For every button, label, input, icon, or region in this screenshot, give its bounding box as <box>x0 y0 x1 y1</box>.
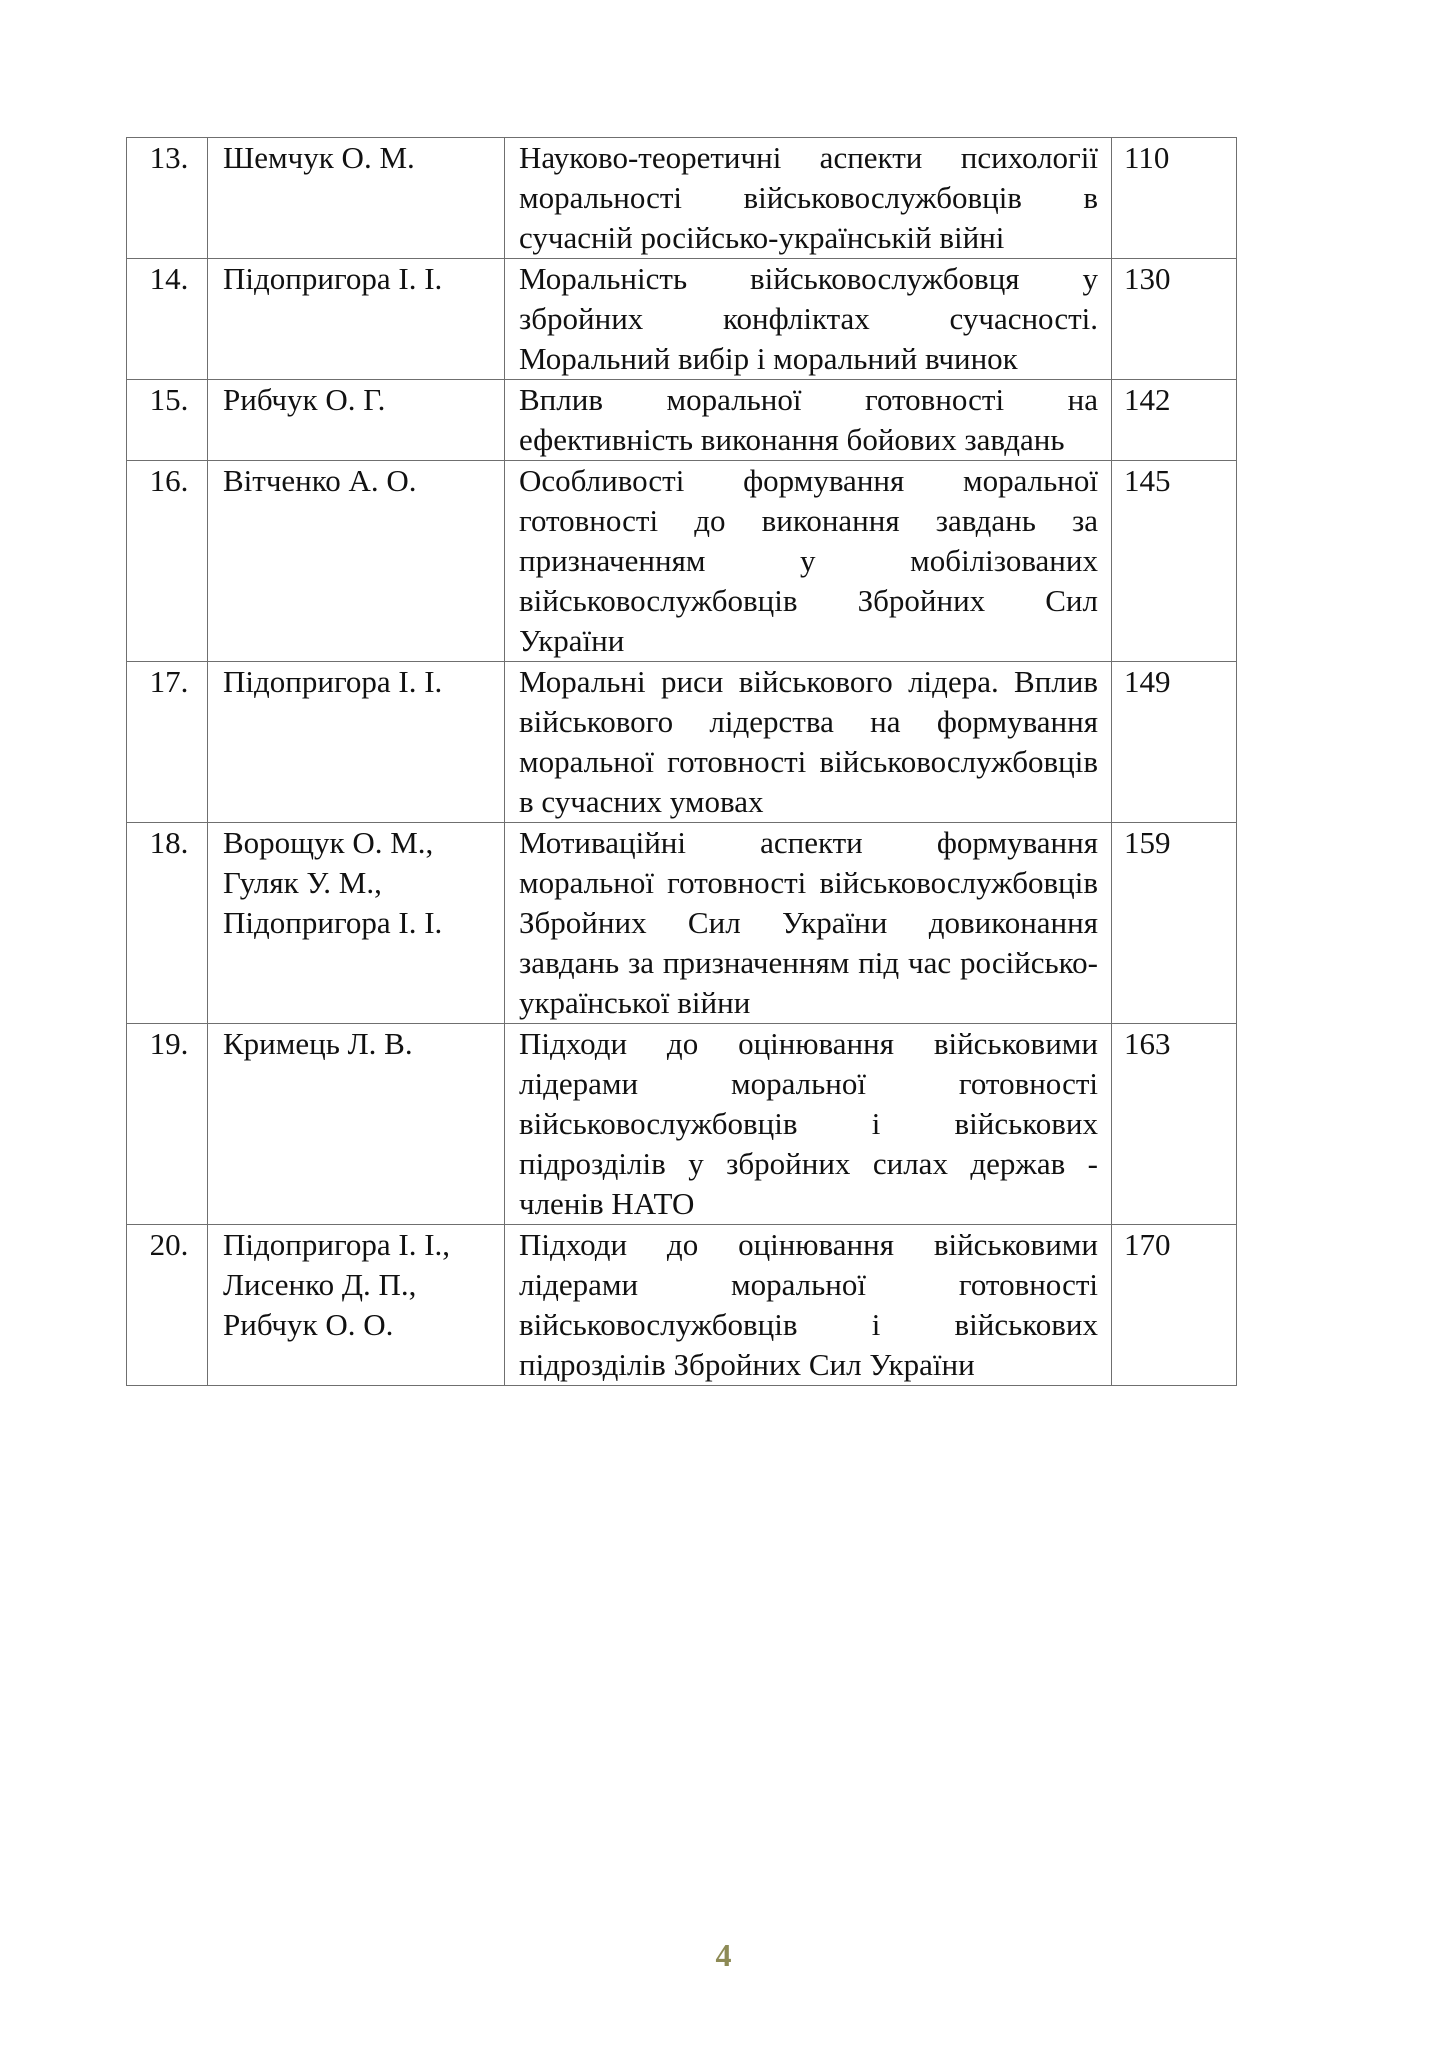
authors-cell <box>208 1024 505 1225</box>
row-number: 15. <box>149 382 189 417</box>
title-cell <box>505 461 1112 662</box>
contents-table-body <box>127 138 1237 1386</box>
row-page: 130 <box>1124 261 1171 296</box>
authors-cell <box>208 259 505 380</box>
row-title: Моральні риси військового лідера. Вплив військового лідерства на формування моральної готовності військовослужбовців в сучасних умовах <box>519 664 1098 819</box>
row-title: Підходи до оцінювання військовими лідерами моральної готовності військовослужбовців і військових підрозділів Збройних Сил України <box>519 1227 1098 1382</box>
authors-cell <box>208 823 505 1024</box>
title-cell <box>505 662 1112 823</box>
row-page: 145 <box>1124 463 1171 498</box>
title-cell <box>505 259 1112 380</box>
row-title: Мотиваційні аспекти формування моральної готовності військовослужбовців Збройних Сил України довиконання завдань за призначенням під час російсько-української війни <box>519 825 1098 1020</box>
row-authors: Рибчук О. Г. <box>223 382 386 417</box>
row-title: Вплив моральної готовності на ефективність виконання бойових завдань <box>519 382 1098 457</box>
authors-cell <box>208 380 505 461</box>
table-row <box>127 1225 1237 1386</box>
table-row <box>127 1024 1237 1225</box>
row-authors: Ворощук О. М., Гуляк У. М., Підопригора І. І. <box>223 825 443 940</box>
row-number-cell <box>127 823 208 1024</box>
row-number-cell <box>127 380 208 461</box>
row-title: Особливості формування моральної готовності до виконання завдань за призначенням у мобілізованих військовослужбовців Збройних Сил України <box>519 463 1098 658</box>
page-cell <box>1112 1225 1237 1386</box>
page-cell <box>1112 823 1237 1024</box>
page-number: 4 <box>715 1937 732 1973</box>
table-row <box>127 662 1237 823</box>
row-number-cell <box>127 1024 208 1225</box>
table-row <box>127 823 1237 1024</box>
row-title: Підходи до оцінювання військовими лідерами моральної готовності військовослужбовців і військових підрозділів у збройних силах держав - членів НАТО <box>519 1026 1098 1221</box>
row-authors: Вітченко А. О. <box>223 463 417 498</box>
row-number: 17. <box>149 664 189 699</box>
title-cell <box>505 1024 1112 1225</box>
authors-cell <box>208 662 505 823</box>
table-row <box>127 138 1237 259</box>
title-cell <box>505 1225 1112 1386</box>
row-page: 142 <box>1124 382 1171 417</box>
page-cell <box>1112 1024 1237 1225</box>
row-authors: Шемчук О. М. <box>223 140 415 175</box>
row-number: 19. <box>149 1026 189 1061</box>
page-cell <box>1112 259 1237 380</box>
row-number-cell <box>127 461 208 662</box>
row-number-cell <box>127 1225 208 1386</box>
page-cell <box>1112 662 1237 823</box>
row-number-cell <box>127 662 208 823</box>
authors-cell <box>208 461 505 662</box>
page-cell <box>1112 380 1237 461</box>
authors-cell <box>208 138 505 259</box>
row-page: 149 <box>1124 664 1171 699</box>
title-cell <box>505 138 1112 259</box>
contents-table <box>126 137 1237 1386</box>
row-title: Моральність військовослужбовця у збройних конфліктах сучасності. Моральний вибір і моральний вчинок <box>519 261 1098 376</box>
row-authors: Підопригора І. І. <box>223 261 443 296</box>
page-cell <box>1112 461 1237 662</box>
table-row <box>127 259 1237 380</box>
row-number: 16. <box>149 463 189 498</box>
row-authors: Кримець Л. В. <box>223 1026 413 1061</box>
row-page: 170 <box>1124 1227 1171 1262</box>
authors-cell <box>208 1225 505 1386</box>
row-number: 14. <box>149 261 189 296</box>
row-authors: Підопригора І. І. <box>223 664 443 699</box>
row-title: Науково-теоретичні аспекти психології моральності військовослужбовців в сучасній російсько-українській війні <box>519 140 1098 255</box>
title-cell <box>505 823 1112 1024</box>
table-row <box>127 461 1237 662</box>
row-number: 18. <box>149 825 189 860</box>
row-number-cell <box>127 259 208 380</box>
table-row <box>127 380 1237 461</box>
row-number: 13. <box>149 140 189 175</box>
page-cell <box>1112 138 1237 259</box>
row-page: 110 <box>1124 140 1170 175</box>
title-cell <box>505 380 1112 461</box>
row-number-cell <box>127 138 208 259</box>
row-number: 20. <box>149 1227 189 1262</box>
row-authors: Підопригора І. І., Лисенко Д. П., Рибчук О. О. <box>223 1227 451 1342</box>
row-page: 163 <box>1124 1026 1171 1061</box>
row-page: 159 <box>1124 825 1171 860</box>
